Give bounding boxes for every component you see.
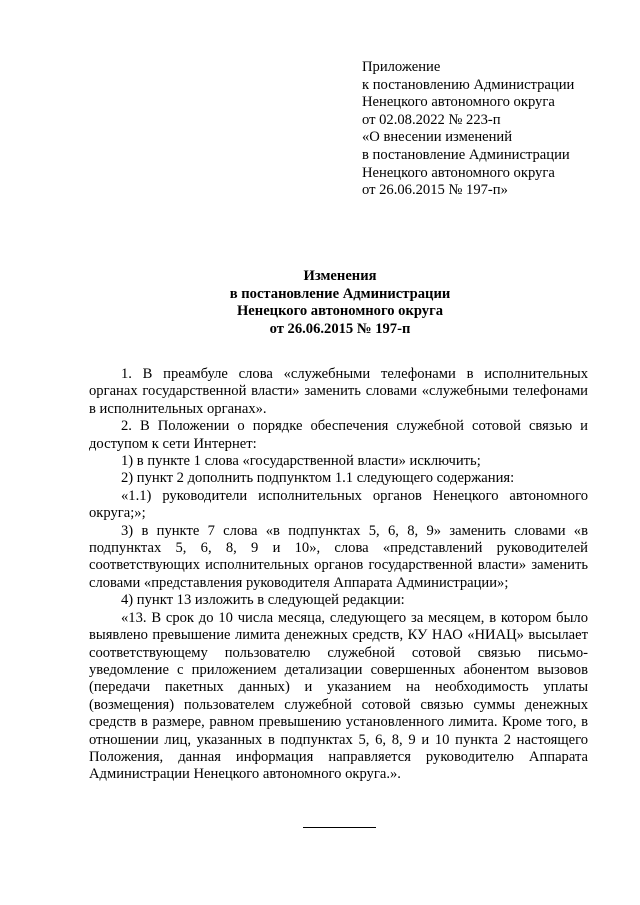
paragraph: 3) в пункте 7 слова «в подпунктах 5, 6, 8, 9» заменить словами «в подпунктах 5, 6, 8, 9 и 10», слова «представлений руководителей соответствующих исполнительных органов государственной власти» заменить словами «представления руководителя Аппарата Администрации»; [89,522,588,591]
annex-line: от 26.06.2015 № 197-п» [362,182,508,199]
paragraph: 2. В Положении о порядке обеспечения служебной сотовой связью и доступом к сети Интернет: [89,418,588,452]
title-line: в постановление Администрации [229,285,451,302]
title-line: Изменения [303,268,377,284]
document-title [0,268,640,338]
annex-line: «О внесении изменений [362,129,513,146]
paragraph: «1.1) руководители исполнительных органов Ненецкого автономного округа;»; [89,487,588,522]
paragraph: 4) пункт 13 изложить в следующей редакции: [121,592,405,609]
closing-rule [303,827,376,828]
title-line: от 26.06.2015 № 197-п [269,320,411,337]
paragraph: «13. В срок до 10 числа месяца, следующего за месяцем, в котором было выявлено превышение лимита денежных средств, КУ НАО «НИАЦ» высылает соответствующему пользователю служебной сотовой связью письмо-уведомление с приложением детализации совершенных абонентом вызовов (передачи пакетных данных) и указанием на необходимость уплаты (возмещения) пользователем служебной сотовой связью суммы денежных средств в размере, равном превышению установленного лимита. Кроме того, в отношении лиц, указанных в подпунктах 5, 6, 8, 9 и 10 пункта 2 настоящего Положения, данная информация направляется руководителю Аппарата Администрации Ненецкого автономного округа.». [89,609,588,783]
annex-line: к постановлению Администрации [362,76,575,93]
annex-line: от 02.08.2022 № 223-п [362,111,501,128]
annex-line: Приложение [362,59,441,75]
annex-line: Ненецкого автономного округа [362,164,555,181]
document-body [89,366,588,784]
annex-line: Ненецкого автономного округа [362,94,555,111]
paragraph: 1) в пункте 1 слова «государственной власти» исключить; [121,453,481,470]
title-line: Ненецкого автономного округа [236,303,444,320]
paragraph: 1. В преамбуле слова «служебными телефонами в исполнительных органах государственной власти» заменить словами «служебными телефонами в исполнительных органах». [89,366,588,417]
paragraph: 2) пункт 2 дополнить подпунктом 1.1 следующего содержания: [121,470,515,487]
annex-line: в постановление Администрации [362,146,570,163]
annex-header [362,59,622,200]
